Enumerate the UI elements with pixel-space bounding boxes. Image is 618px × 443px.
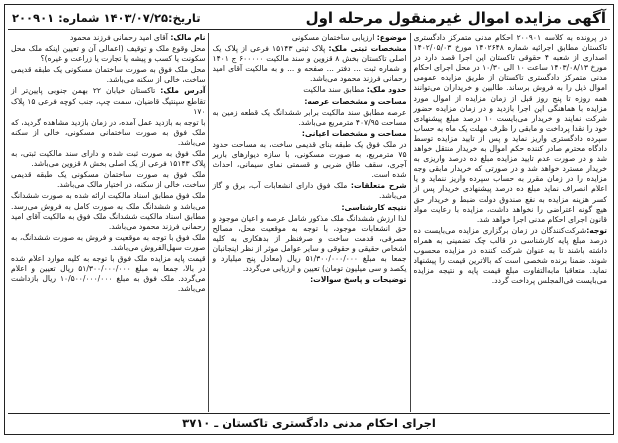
column-terms	[410, 33, 610, 412]
notice-title: آگهی مزایده اموال غیرمنقول مرحله اول	[305, 9, 606, 27]
notice-columns	[8, 33, 610, 412]
notice-page	[4, 4, 614, 435]
building-heading: مساحت و مشخصات اعیانی:	[301, 128, 407, 138]
utilities-text: ملک فوق دارای انشعابات آب، برق و گاز می‌باشد.	[212, 181, 407, 201]
detail-paragraph: قیمت پایه مزایده ملک فوق با توجه به کلیه موارد اعلام شده در بالا، جمعا به مبلغ ۵۱/۳۰۰/۰۰۰/۰۰۰ ریال تعیین و اعلام می‌گردد. ملک فوق به مبلغ ۱۰/۵۰۰/۰۰۰/۰۰۰ ریال بازداشت می‌باشد.	[11, 253, 206, 294]
bounds-text: مطابق سند مالکیت	[303, 85, 365, 95]
subject-label: موضوع:	[376, 33, 407, 42]
registration-label: مشخصات ثبتی ملک:	[328, 44, 407, 54]
area-heading: مساحت و مشخصات عرصه:	[304, 96, 407, 106]
column-appraisal	[208, 33, 409, 412]
owner-line	[11, 33, 205, 43]
address-line	[11, 86, 205, 116]
registration-text: پلاک ثبتی ۱۵۱۴۳ فرعی از پلاک یک اصلی تاکستان بخش ۸ قزوین و سند مالکیت ۶۰۰۰۰۰ ج ۱۴۰۱ و شماره ثبت ... دفتر ... صفحه و ... و به مالکیت آقای امید رحمانی فرزند محمود می‌باشد.	[212, 44, 407, 84]
bounds-label: حدود ملک:	[366, 85, 407, 95]
area-text: عرصه مطابق سند مالکیت برابر ششدانگ یک قطعه زمین به مساحت ۴۰۷/۹۵ مترمربع می‌باشد.	[212, 107, 407, 127]
owner-text: آقای امید رحمانی فرزند محمود	[70, 33, 168, 42]
address-label: آدرس ملک:	[160, 86, 206, 96]
utilities-line	[212, 181, 406, 201]
column-details	[8, 33, 208, 412]
question-1: محل وقوع ملک و توقیف (اعمالی آن و تعیین اینکه ملک محل سکونت یا کسب و پیشه یا تجارت یا زراعت و غیره)؟	[11, 44, 206, 64]
detail-paragraph: ملک فوق با توجه به موقعیت و فروش به صورت ششدانگ، به صورت سهل‌الفروش می‌باشد.	[11, 232, 206, 252]
detail-paragraph: ملک فوق به صورت ساختمان مسکونی یک طبقه قدیمی ساخت، خالی از سکنه، در اختیار مالک می‌باشد.	[11, 170, 206, 190]
note-paragraph	[414, 226, 607, 287]
result-text: لذا ارزش ششدانگ ملک مذکور شامل عرصه و اعیان موجود و حق انشعابات موجود، با توجه به موقعیت محل، مصالح مصرفی، قدمت ساخت و صرفنظر از بدهکاری به کلیه اشخاص حقیقی و حقوقی و سایر عوامل موثر از نظر اینجانبان جمعا به مبلغ ۵۱/۳۰۰/۰۰۰/۰۰۰ ریال (معادل پنج میلیارد و یکصد و سی میلیون تومان) تعیین و ارزیابی می‌گردد.	[212, 213, 407, 274]
notice-header	[8, 7, 610, 30]
notes-heading: توضیحات و پاسخ سوالات:	[310, 275, 407, 285]
subject-text: ارزیابی ساختمان مسکونی	[291, 33, 375, 42]
date-number-line: تاریخ:۱۴۰۳/۰۷/۲۵ شماره: ۲۰۰۹۰۱	[12, 11, 201, 25]
detail-paragraph: ملک فوق مطابق اسناد مالکیت ارائه شده به صورت ششدانگ می‌باشد و ششدانگ ملک به صورت کامل به فروش می‌رسد. مطابق اسناد مالکیت ششدانگ ملک فوق به مالکیت آقای امید رحمانی فرزند محمود می‌باشد.	[11, 191, 206, 231]
address-text: تاکستان خیابان ۲۲ بهمن جنوبی پایین‌تر از تقاطع سپنتیگ قاضیان، سمت چپ، جنب کوچه فرعی ۱۵ پلاک ۱۷۰	[11, 86, 206, 116]
owner-label: نام مالک:	[170, 33, 206, 42]
subject-line	[212, 33, 406, 43]
terms-paragraph: در پرونده به کلاسه ۲۰۰۹۰۱ احکام مدنی متمرکز دادگستری تاکستان مطابق اجرائیه شماره ۱۴۰۲۶۴۸ مورخ ۱۴۰۲/۰۵/۰۳ اصداری از شعبه ۴ حقوقی تاکستان این اجرا قصد دارد در مورخ ۱۴۰۳/۰۸/۱۳ ساعت ۱۰ الی ۱۰/۳۰ در محل اجرای احکام مدنی متمرکز دادگستری تاکستان از طریق مزایده عمومی اموال ذیل را به فروش برساند. طالبین و خریداران می‌توانند همه روزه تا پنج روز قبل از زمان مزایده از اموال مورد مزایده با هماهنگی این اجرا بازدید و در زمان مزایده حضور شرکت نمایند و خریدار می‌بایست ۱۰ درصد مبلغ پیشنهادی خود را نقدا پرداخت و مابقی را ظرف مهلت یک ماه به حساب سپرده دادگستری واریز نماید و پس از تایید مزایده توسط دادگاه محترم صادر کننده حکم اموال به خریدار منتقل خواهد شد و در صورت عدم تایید مزایده مبلغ ده درصد واریزی به خریدار مسترد خواهد شد و در صورتی که خریدار مابقی وجه مزایده را در زمان مقرر به حساب سپرده واریز ننماید و یا اعلام انصراف نماید مبلغ ده درصد پیشنهادی خریدار پس از کسر هزینه مزایده به نفع صندوق دولت ضبط و خریدار حق هیچ گونه اعتراضی را نخواهد داشت، مزایده با رعایت مواد قانون اجرای احکام مدنی اجرا خواهد شد.	[413, 33, 608, 224]
detail-paragraph: با توجه به بازدید عمل آمده، در زمان بازدید مشاهده گردید، که ملک فوق به صورت ساختمانی مسکونی، خالی از سکنه می‌باشد.	[11, 117, 206, 147]
note-label: توجه:	[586, 225, 607, 235]
answer-1: محل ملک فوق به صورت ساختمان مسکونی یک طبقه قدیمی ساخت، خالی از سکنه می‌باشد.	[11, 65, 206, 85]
utilities-label: شرح متعلقات:	[350, 181, 407, 191]
result-heading: نتیجه کارشناسی:	[341, 202, 407, 212]
note-text: شرکت‌کنندگان در زمان برگزاری مزایده می‌بایست ده درصد مبلغ پایه کارشناسی در قالب چک تضمینی به همراه داشته باشند تا به عنوان شرکت کننده در مزایده محسوب شوند. ضمنا برنده شخصی است که بالاترین قیمت را پیشنهاد نماید. متعاقبا مابه‌التفاوت مبلغ قیمت پایه و نتیجه مزایده می‌بایست فی‌المجلس پرداخت گردد.	[413, 225, 607, 286]
notice-footer: اجرای احکام مدنی دادگستری تاکستان ـ ۳۷۱۰	[8, 413, 610, 432]
building-text: در ملک فوق یک طبقه بنای قدیمی ساخت، به مساحت حدود ۷۵ مترمربع، به صورت مسکونی، با سازه دیوارهای باربر آجری، سقف طاق ضربی و قسمتی نمای سیمانی، احداث شده است.	[212, 139, 407, 180]
bounds-line	[212, 85, 406, 95]
detail-paragraph: ملک فوق به صورت ثبت شده و دارای سند مالکیت ثبتی، به پلاک ۱۵۱۴۳ فرعی از یک اصلی بخش ۸ قزوین می‌باشد.	[11, 149, 206, 169]
registration-line	[212, 44, 406, 84]
